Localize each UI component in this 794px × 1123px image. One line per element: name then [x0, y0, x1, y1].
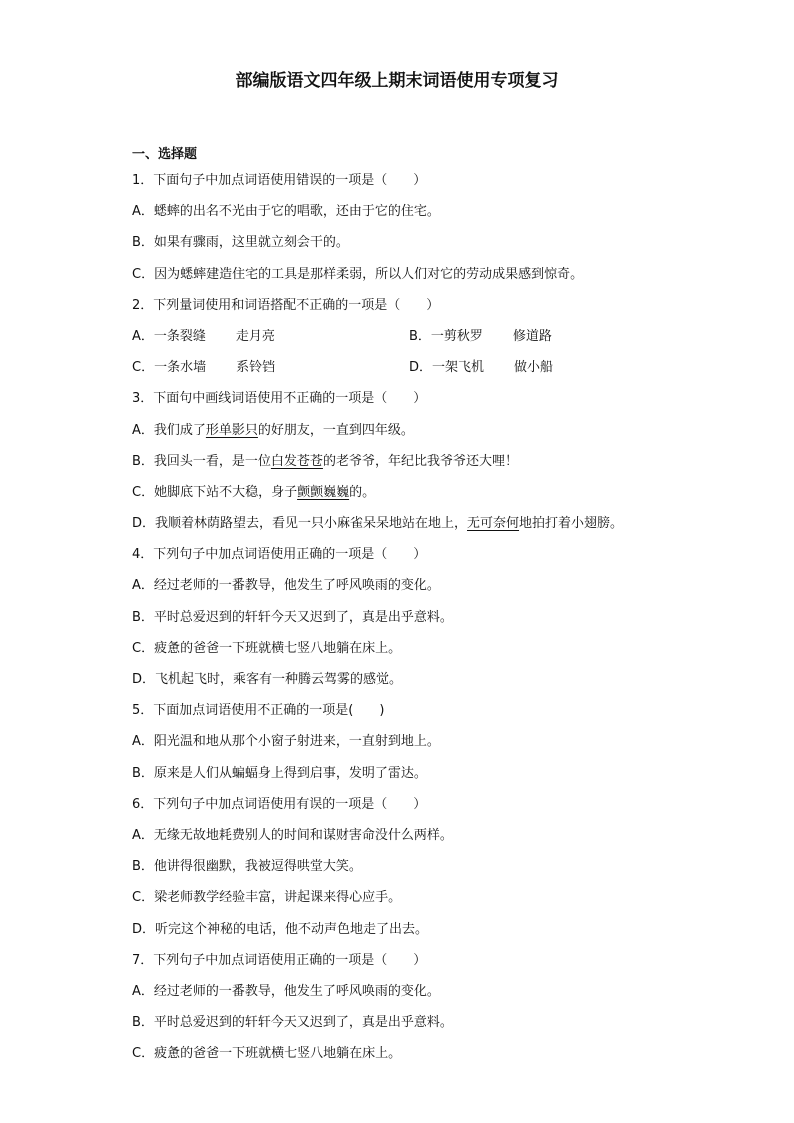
question-4-option-a: A．经过老师的一番教导，他发生了呼风唤雨的变化。: [132, 578, 440, 594]
question-4-option-d: D．飞机起飞时，乘客有一种腾云驾雾的感觉。: [132, 672, 403, 687]
question-1-option-c: C．因为蟋蟀建造住宅的工具是那样柔弱，所以人们对它的劳动成果感到惊奇。: [132, 266, 584, 282]
option-b-phrase: 修道路: [512, 328, 552, 344]
question-5-option-a: A．阳光温和地从那个小窗子射进来，一直射到地上。: [132, 734, 440, 750]
section-heading: 一、选择题: [132, 147, 198, 162]
option-d-phrase: 做小船: [514, 360, 554, 376]
question-5-stem: 5．下面加点词语使用不正确的一项是( ): [132, 703, 385, 719]
document-title: 部编版语文四年级上期末词语使用专项复习: [235, 71, 559, 91]
option-text: D．我顺着林荫路望去，看见一只小麻雀呆呆地站在地上，: [132, 516, 468, 532]
option-d-measure-word: D．一架飞机: [409, 360, 485, 376]
question-2-option-d: [409, 358, 686, 389]
option-c-phrase: 系铃铛: [236, 360, 276, 376]
question-3-option-c: [132, 483, 772, 514]
option-text: 的好朋友，一直到四年级。: [257, 422, 414, 438]
question-4-option-c: C．疲惫的爸爸一下班就横七竖八地躺在床上。: [132, 640, 402, 656]
question-6-option-d: D．听完这个神秘的电话，他不动声色地走了出去。: [132, 921, 429, 937]
question-7-stem: 7．下列句子中加点词语使用正确的一项是（ ）: [132, 952, 427, 968]
underlined-word: 无可奈何: [467, 516, 520, 532]
option-b-measure-word: B．一剪秋罗: [409, 328, 483, 344]
question-2-stem: 2．下列量词使用和词语搭配不正确的一项是（ ）: [132, 297, 440, 313]
option-text: C．她脚底下站不大稳，身子: [132, 484, 298, 500]
option-text: 地拍打着小翅膀。: [519, 516, 624, 532]
underlined-word: 颤颤巍巍: [297, 484, 350, 500]
question-7-option-a: A．经过老师的一番教导，他发生了呼风唤雨的变化。: [132, 983, 440, 999]
question-2-option-a: [132, 327, 409, 358]
question-6-option-b: B．他讲得很幽默，我被逗得哄堂大笑。: [132, 859, 362, 875]
question-7-option-b: B．平时总爱迟到的轩轩今天又迟到了，真是出乎意料。: [132, 1015, 453, 1031]
option-a-measure-word: A．一条裂缝: [132, 328, 206, 344]
question-1-stem: 1．下面句子中加点词语使用错误的一项是（ ）: [132, 173, 427, 188]
question-6-option-a: A．无缘无故地耗费别人的时间和谋财害命没什么两样。: [132, 827, 453, 843]
question-2-option-c: [132, 358, 409, 389]
option-text: 的。: [349, 484, 376, 500]
option-c-measure-word: C．一条水墙: [132, 360, 207, 376]
question-3-option-b: [132, 452, 772, 483]
question-7-option-c: C．疲惫的爸爸一下班就横七竖八地躺在床上。: [132, 1046, 402, 1062]
question-3-option-a: [132, 421, 772, 452]
question-6-option-c: C．梁老师教学经验丰富，讲起课来得心应手。: [132, 890, 402, 906]
question-2-options-row-2: [132, 358, 772, 389]
question-3-stem: 3．下面句中画线词语使用不正确的一项是（ ）: [132, 391, 427, 407]
option-a-phrase: 走月亮: [235, 328, 275, 344]
question-6-stem: 6．下列句子中加点词语使用有误的一项是（ ）: [132, 796, 427, 812]
underlined-word: 形单影只: [205, 422, 258, 438]
question-4-option-b: B．平时总爱迟到的轩轩今天又迟到了，真是出乎意料。: [132, 609, 453, 625]
question-2-options-row-1: [132, 327, 772, 358]
question-4-stem: 4．下列句子中加点词语使用正确的一项是（ ）: [132, 547, 427, 563]
option-text: B．我回头一看，是一位: [132, 453, 271, 469]
option-text: 的老爷爷，年纪比我爷爷还大哩！: [322, 453, 518, 469]
question-3-option-d: [132, 514, 772, 545]
underlined-word: 白发苍苍: [270, 453, 323, 469]
question-1-option-a: A．蟋蟀的出名不光由于它的唱歌，还由于它的住宅。: [132, 204, 440, 220]
question-5-option-b: B．原来是人们从蝙蝠身上得到启事，发明了雷达。: [132, 765, 427, 781]
question-list: [132, 145, 772, 1075]
option-text: A．我们成了: [132, 422, 206, 438]
question-2-option-b: [409, 327, 686, 358]
question-1-option-b: B．如果有骤雨，这里就立刻会干的。: [132, 235, 349, 251]
